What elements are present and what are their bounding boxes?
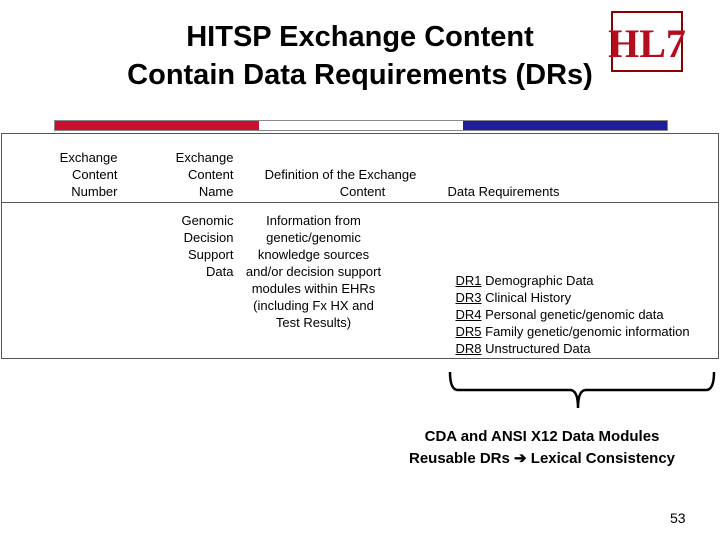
dr-code-link[interactable]: DR4 [455, 307, 482, 322]
definition-text: modules within EHRs [251, 281, 376, 296]
title-line-2: Contain Data Requirements (DRs) [127, 59, 593, 91]
dr-code-link[interactable]: DR5 [455, 324, 482, 339]
header-definition [234, 134, 448, 203]
exchange-content-table [1, 133, 719, 359]
title-line-1: HITSP Exchange Content [186, 21, 534, 53]
callout-text [370, 426, 714, 470]
list-item [456, 340, 719, 357]
definition-text: Test Results) [275, 315, 352, 330]
header-text: Content [71, 167, 118, 182]
name-text: Data [206, 264, 234, 279]
list-item [456, 272, 719, 289]
hl7-logo-icon [608, 13, 686, 70]
header-exchange-name [118, 134, 234, 203]
table-row [2, 203, 719, 359]
header-text: Content [339, 184, 386, 199]
dr-label: Unstructured Data [481, 341, 591, 356]
dr-label: Clinical History [481, 290, 572, 305]
rule-red-segment [55, 121, 259, 130]
definition-text: and/or decision support [245, 264, 382, 279]
header-text: Data Requirements [447, 184, 560, 199]
color-rule [54, 120, 668, 131]
rule-white-segment [259, 121, 463, 130]
definition-text: Information from [266, 213, 361, 228]
header-text: Name [198, 184, 234, 199]
exchange-number-cell [2, 203, 118, 359]
definition-text: genetic/genomic [266, 230, 361, 245]
header-text: Definition of the Exchange [264, 167, 417, 182]
exchange-name-cell [118, 203, 234, 359]
dr-label: Personal genetic/genomic data [481, 307, 664, 322]
hl7-logo [608, 11, 686, 72]
page-number: 53 [670, 510, 686, 526]
name-text: Support [187, 247, 234, 262]
header-text: Exchange [59, 150, 118, 165]
list-item [456, 289, 719, 306]
right-arrow-icon: ➔ [514, 450, 527, 467]
name-text: Decision [183, 230, 234, 245]
dr-label: Demographic Data [481, 273, 594, 288]
table-header-row [2, 134, 719, 203]
dr-code-link[interactable]: DR1 [455, 273, 482, 288]
dr-code-link[interactable]: DR3 [455, 290, 482, 305]
slide-title [60, 18, 660, 94]
header-text: Content [187, 167, 234, 182]
callout-line-2 [370, 448, 714, 470]
callout-line-1: CDA and ANSI X12 Data Modules [424, 428, 660, 445]
list-item [456, 323, 719, 340]
header-data-requirements [448, 134, 719, 203]
dr-code-link[interactable]: DR8 [455, 341, 482, 356]
list-item [456, 306, 719, 323]
callout-text-part: Lexical Consistency [526, 450, 676, 467]
header-exchange-number [2, 134, 118, 203]
header-text: Number [71, 184, 118, 199]
data-requirements-list [448, 272, 719, 358]
name-text: Genomic [181, 213, 234, 228]
data-requirements-cell [448, 203, 719, 359]
definition-cell [234, 203, 448, 359]
curly-brace-icon [444, 368, 719, 414]
definition-text: (including Fx HX and [253, 298, 374, 313]
callout-text-part: Reusable DRs [408, 450, 510, 467]
header-text: Exchange [175, 150, 234, 165]
logo-text: HL7 [608, 21, 686, 66]
rule-blue-segment [463, 121, 667, 130]
definition-text: knowledge sources [257, 247, 370, 262]
dr-label: Family genetic/genomic information [481, 324, 690, 339]
